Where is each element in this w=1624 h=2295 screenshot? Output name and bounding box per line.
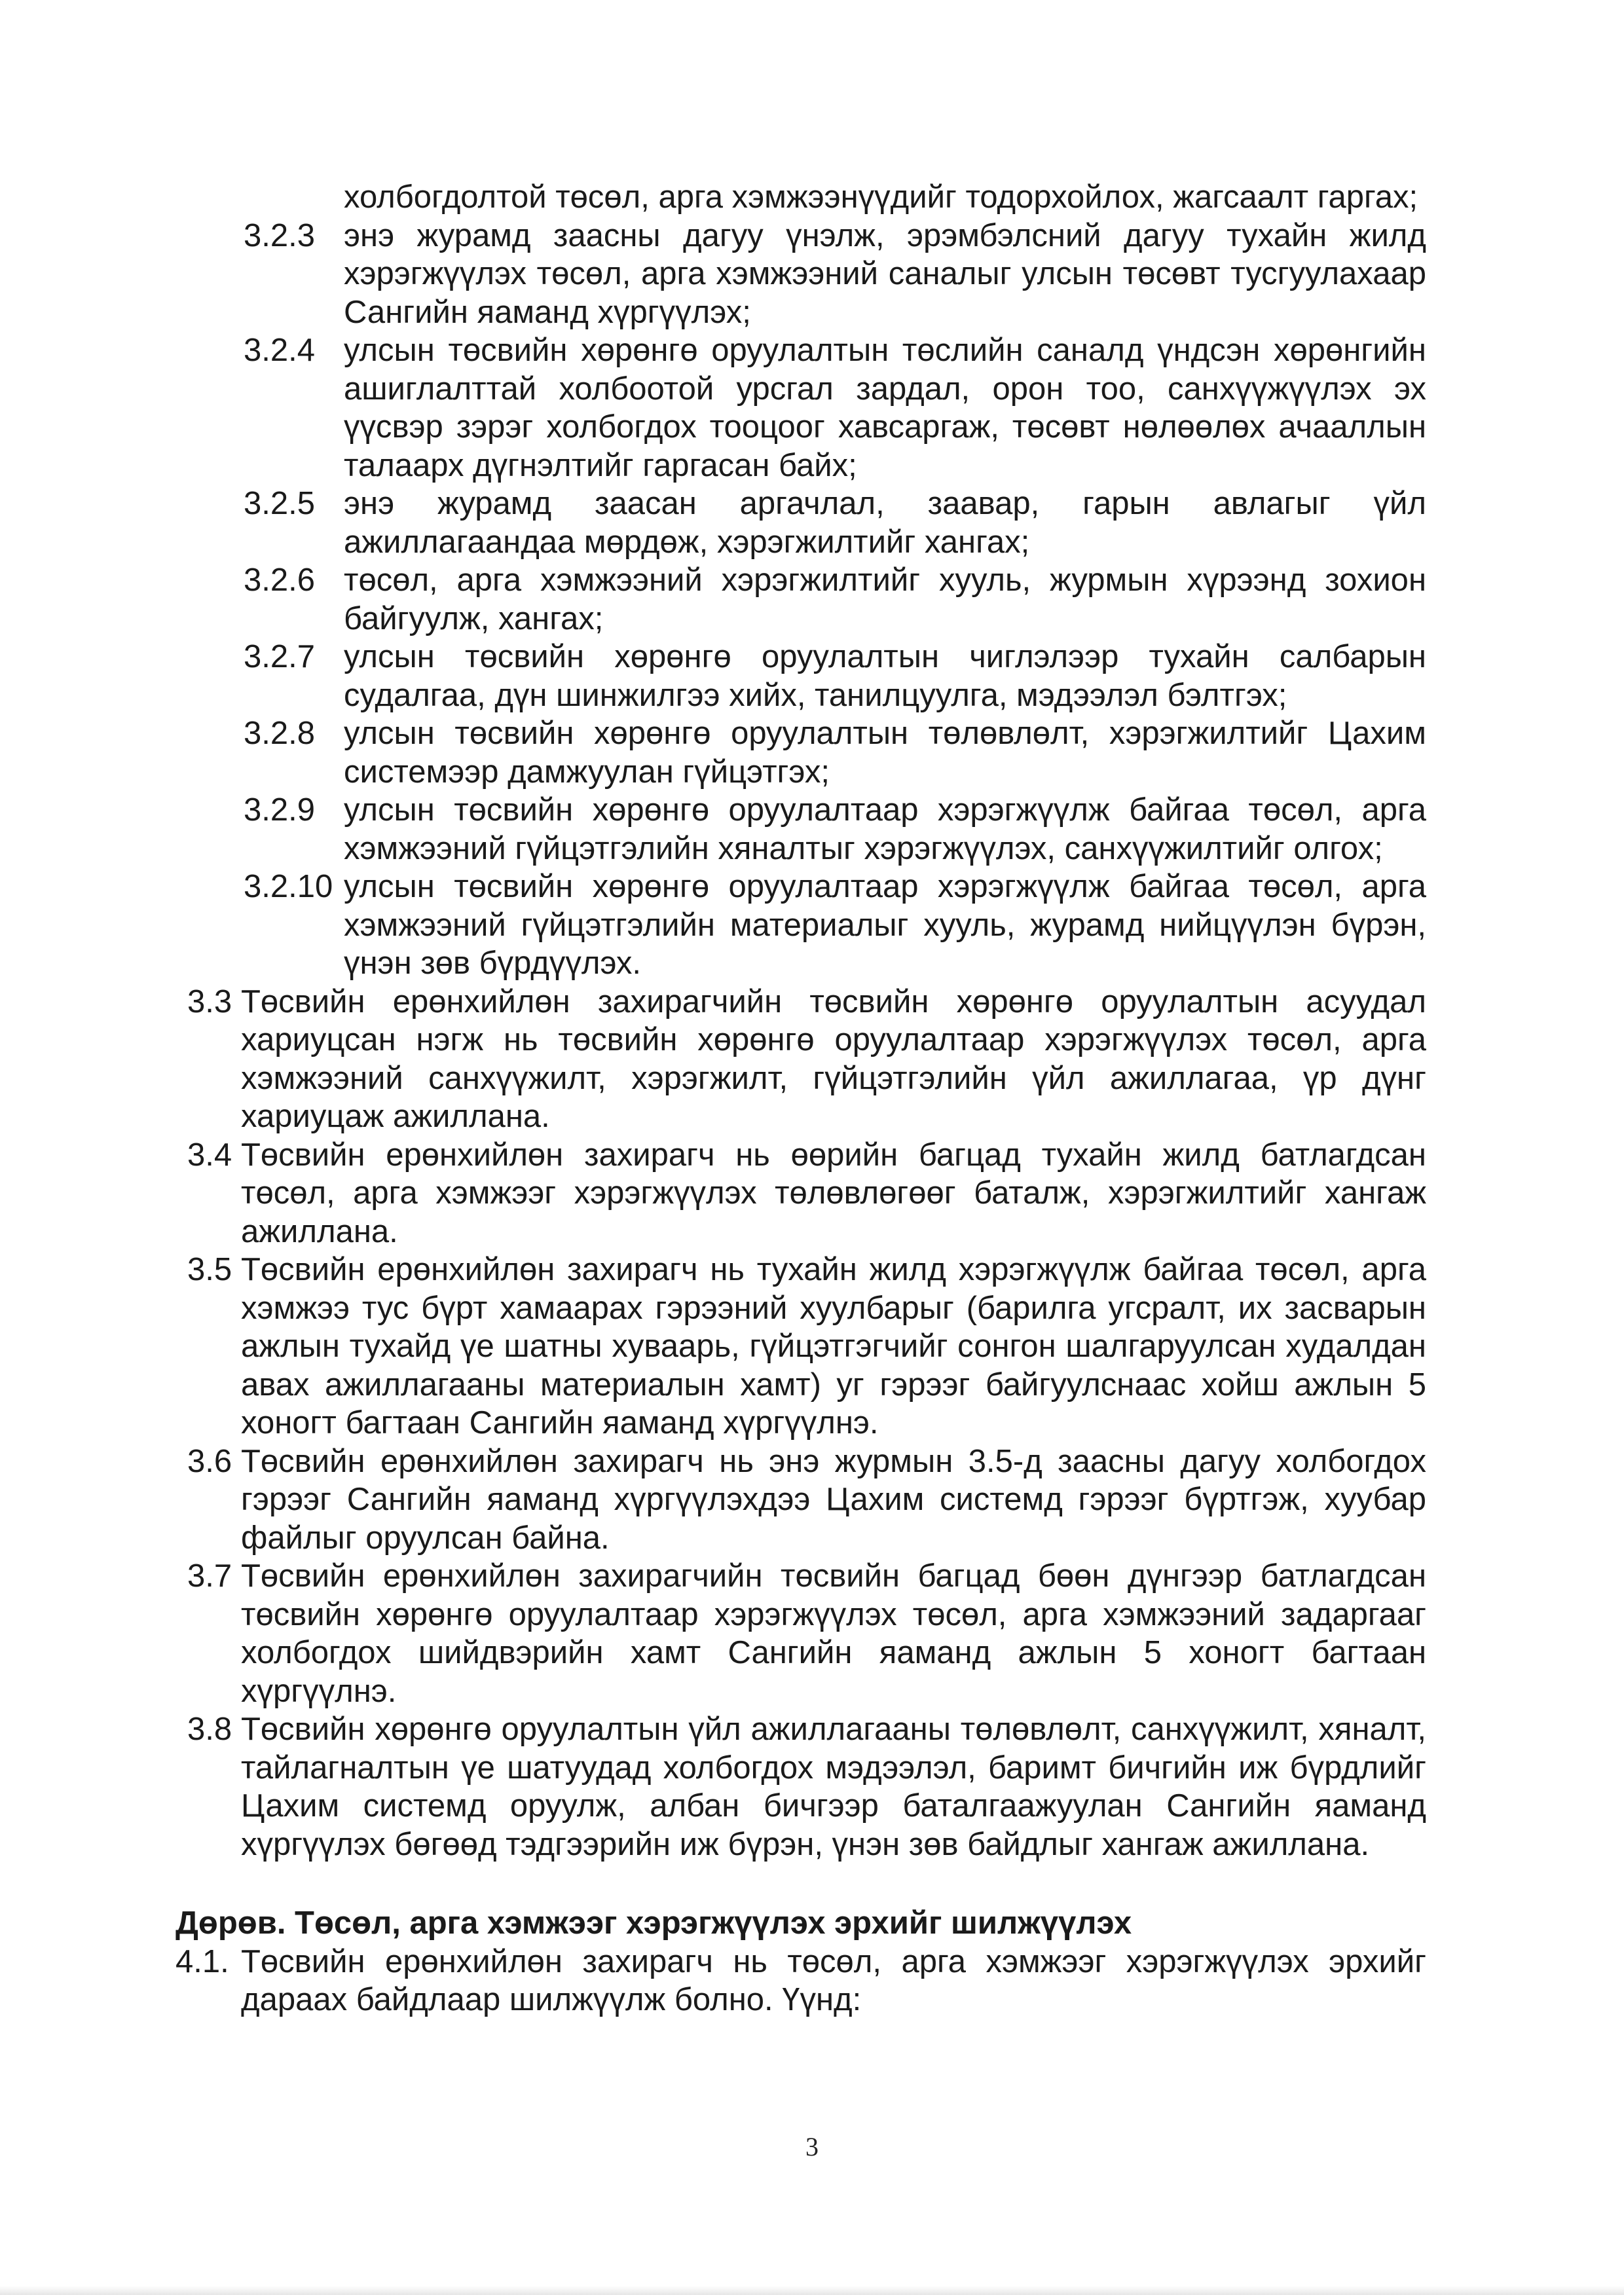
list-item [175,638,1426,714]
item-text: Төсвийн ерөнхийлөн захирагч нь тухайн жилд хэрэгжүүлж байгаа төсөл, арга хэмжээ тус бүрт хамаарах гэрээний хуулбарыг (барилга угсралт, их засварын ажлын тухайд үе шатны хуваарь, гүйцэтгэгчийг сонгон шалгаруулсан худалдан авах ажиллагааны материалын хамт) уг гэрээг байгуулснаас хойш ажлын 5 хоногт багтаан Сангийн яаманд хүргүүлнэ. [241,1252,1426,1441]
item-number: 3.4 [187,1137,232,1173]
list-item [175,1557,1426,1710]
list-4 [175,1943,1426,2019]
item-number: 3.7 [187,1558,232,1594]
section-heading: Дөрөв. Төсөл, арга хэмжээг хэрэгжүүлэх эрхийг шилжүүлэх [175,1905,1132,1941]
list-item [175,1251,1426,1442]
list-item [175,331,1426,485]
item-number: 3.3 [187,983,232,1019]
paragraph-continuation [175,178,1426,217]
item-text: улсын төсвийн хөрөнгө оруулалтаар хэрэгжүүлж байгаа төсөл, арга хэмжээний гүйцэтгэлийн хяналтыг хэрэгжүүлэх, санхүүжилтийг олгох; [344,792,1426,866]
list-item [175,1710,1426,1864]
item-number: 3.6 [187,1443,232,1479]
item-number: 4.1. [175,1943,229,1979]
list-3-2 [175,217,1426,983]
item-text: энэ журамд заасан аргачлал, заавар, гарын авлагыг үйл ажиллагаандаа мөрдөж, хэрэгжилтийг хангах; [344,486,1426,560]
page-number: 3 [805,2132,819,2161]
list-item [175,791,1426,868]
item-text: улсын төсвийн хөрөнгө оруулалтаар хэрэгжүүлж байгаа төсөл, арга хэмжээний гүйцэтгэлийн материалыг хууль, журамд нийцүүлэн бүрэн, үнэн зөв бүрдүүлэх. [344,869,1426,981]
list-item [175,868,1426,983]
item-number: 3.5 [187,1252,232,1287]
list-item [175,1136,1426,1251]
item-text: улсын төсвийн хөрөнгө оруулалтын төслийн саналд үндсэн хөрөнгийн ашиглалттай холбоотой урсгал зардал, орон тоо, санхүүжүүлэх эх үүсвэр зэрэг холбогдох тооцоог хавсаргаж, төсөвт нөлөөлөх ачааллын талаарх дүгнэлтийг гаргасан байх; [344,333,1426,483]
item-text: төсөл, арга хэмжээний хэрэгжилтийг хууль, журмын хүрээнд зохион байгуулж, хангах; [344,562,1426,636]
item-number: 3.2.3 [244,217,315,253]
list-item [175,1943,1426,2019]
item-number: 3.8 [187,1712,232,1747]
list-item [175,1442,1426,1558]
paragraph-text: холбогдолтой төсөл, арга хэмжээнүүдийг тодорхойлох, жагсаалт гаргах; [344,179,1418,215]
item-text: Төсвийн ерөнхийлөн захирагчийн төсвийн хөрөнгө оруулалтын асуудал хариуцсан нэгж нь төсвийн хөрөнгө оруулалтаар хэрэгжүүлэх төсөл, арга хэмжээний санхүүжилт, хэрэгжилт, гүйцэтгэлийн үйл ажиллагаа, үр дүнг хариуцаж ажиллана. [241,983,1426,1134]
list-item [175,983,1426,1136]
item-text: улсын төсвийн хөрөнгө оруулалтын төлөвлөлт, хэрэгжилтийг Цахим системээр дамжуулан гүйцэтгэх; [344,716,1426,790]
item-text: Төсвийн ерөнхийлөн захирагч нь энэ журмын 3.5-д заасны дагуу холбогдох гэрээг Сангийн яаманд хүргүүлэхдээ Цахим системд гэрээг бүртгэж, хуубар файлыг оруулсан байна. [241,1443,1426,1556]
item-number: 3.2.6 [244,562,315,598]
list-item [175,561,1426,638]
item-number: 3.2.4 [244,333,315,368]
document-body [175,178,1426,2019]
item-text: Төсвийн ерөнхийлөн захирагч нь төсөл, арга хэмжээг хэрэгжүүлэх эрхийг дараах байдлаар шилжүүлж болно. Үүнд: [241,1943,1426,2017]
item-text: Төсвийн ерөнхийлөн захирагч нь өөрийн багцад тухайн жилд батлагдсан төсөл, арга хэмжээг хэрэгжүүлэх төлөвлөгөөг баталж, хэрэгжилтийг хангаж ажиллана. [241,1137,1426,1249]
item-text: Төсвийн ерөнхийлөн захирагчийн төсвийн багцад бөөн дүнгээр батлагдсан төсвийн хөрөнгө оруулалтаар хэрэгжүүлэх төсөл, арга хэмжээний задаргааг холбогдох шийдвэрийн хамт Сангийн яаманд ажлын 5 хоногт багтаан хүргүүлнэ. [241,1558,1426,1709]
list-item [175,217,1426,332]
item-text: улсын төсвийн хөрөнгө оруулалтын чиглэлээр тухайн салбарын судалгаа, дүн шинжилгээ хийх, танилцуулга, мэдээлэл бэлтгэх; [344,639,1426,713]
item-text: энэ журамд заасны дагуу үнэлж, эрэмбэлсний дагуу тухайн жилд хэрэгжүүлэх төсөл, арга хэмжээний саналыг улсын төсөвт тусгуулахаар Сангийн яаманд хүргүүлэх; [344,217,1426,330]
item-number: 3.2.9 [244,792,315,828]
item-text: Төсвийн хөрөнгө оруулалтын үйл ажиллагааны төлөвлөлт, санхүүжилт, хяналт, тайлагналтын үе шатуудад холбогдох мэдээлэл, баримт бичгийн иж бүрдлийг Цахим системд оруулж, албан бичгээр баталгаажуулан Сангийн яаманд хүргүүлэх бөгөөд тэдгээрийн иж бүрэн, үнэн зөв байдлыг хангаж ажиллана. [241,1712,1426,1862]
list-item [175,485,1426,561]
item-number: 3.2.7 [244,639,315,674]
item-number: 3.2.5 [244,486,315,521]
item-number: 3.2.8 [244,716,315,751]
item-number: 3.2.10 [244,869,333,904]
list-3 [175,983,1426,1864]
list-item [175,714,1426,791]
scan-edge [0,2286,1624,2295]
